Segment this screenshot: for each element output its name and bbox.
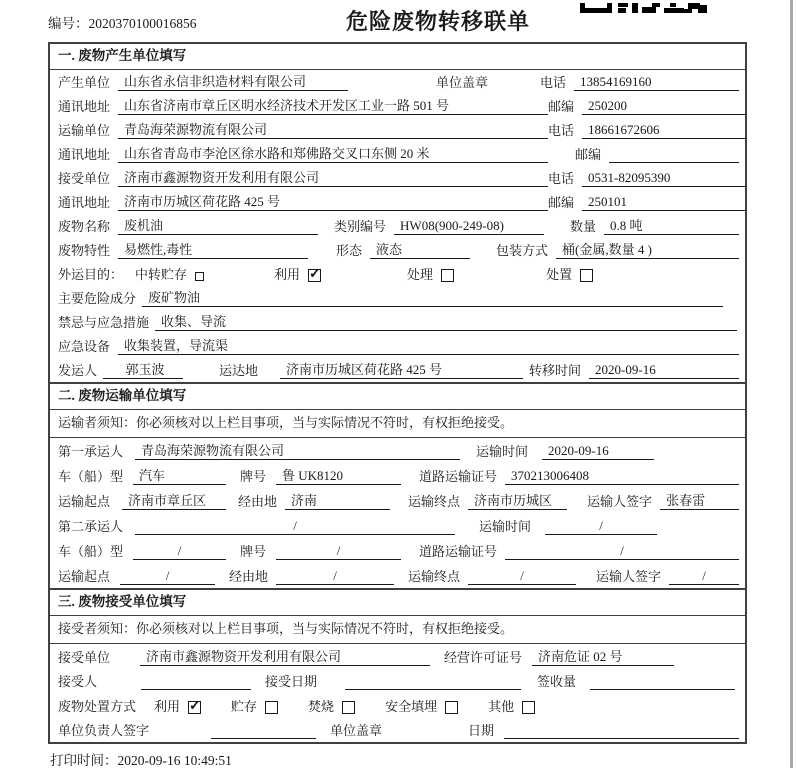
origin-label: 运输起点 <box>58 569 111 584</box>
checkbox-utilize <box>308 269 321 282</box>
property-value: 易燃性,毒性 <box>118 239 308 259</box>
transfer-time-value: 2020-09-16 <box>589 362 739 379</box>
phone-label: 电话 <box>539 75 566 90</box>
transport-time1-value: 2020-09-16 <box>542 443 654 460</box>
date-label: 日期 <box>468 723 495 738</box>
vehicle-label: 车（船）型 <box>58 544 124 559</box>
transporter-address-value: 山东省青岛市李沧区徐水路和郑佛路交叉口东侧 20 米 <box>118 143 548 163</box>
row-vehicle2 <box>50 538 745 563</box>
checkbox-landfill <box>445 701 458 714</box>
page-title: 危险废物转移联单 <box>345 9 530 34</box>
plate-label: 牌号 <box>240 544 267 559</box>
disposal-label: 废物处置方式 <box>58 698 137 714</box>
waste-name-value: 废机油 <box>118 215 318 235</box>
terminal1-value: 济南市历城区 <box>468 490 567 510</box>
producer-phone-value: 13854169160 <box>574 74 739 91</box>
origin2-value: / <box>120 568 215 585</box>
checkbox-transfer-storage <box>195 272 204 281</box>
road-cert-label: 道路运输证号 <box>419 469 498 484</box>
waste-name-label: 废物名称 <box>58 219 111 234</box>
row-route1 <box>50 488 745 513</box>
purpose-option-label: 处理 <box>407 267 434 282</box>
address-label: 通讯地址 <box>58 195 111 210</box>
shipper-value: 郭玉波 <box>103 359 183 379</box>
packing-label: 包装方式 <box>496 243 549 258</box>
receive-person-value <box>141 674 251 690</box>
page-edge-strip <box>790 0 793 768</box>
qr-code-icon <box>580 0 707 10</box>
disposal-option-label: 安全填埋 <box>385 698 438 714</box>
phone-label: 电话 <box>548 123 575 138</box>
receive-date-value <box>345 674 521 690</box>
section-producer <box>50 44 745 382</box>
carrier1-value: 青岛海荣源物流有限公司 <box>135 440 460 460</box>
row-equipment <box>50 334 745 358</box>
producer-address-value: 山东省济南市章丘区明水经济技术开发区工业一路 501 号 <box>118 95 548 115</box>
shipper-label: 发运人 <box>58 363 98 378</box>
equipment-value: 收集装置，导流渠 <box>118 335 739 355</box>
transport-time-label: 运输时间 <box>479 519 532 534</box>
purpose-option-label: 中转贮存 <box>135 267 188 282</box>
receive-person-label: 接受人 <box>58 674 98 689</box>
print-time <box>50 749 232 768</box>
print-time-value: 2020-09-16 10:49:51 <box>117 753 232 768</box>
form-value: 液态 <box>370 239 470 259</box>
equipment-label: 应急设备 <box>58 339 111 354</box>
road-cert2-value: / <box>505 543 739 560</box>
row-route2 <box>50 563 745 588</box>
destination-value: 济南市历城区荷花路 425 号 <box>280 359 523 379</box>
form-label: 形态 <box>336 243 363 258</box>
sign2-value: / <box>669 568 739 585</box>
signed-amount-value <box>590 674 735 690</box>
origin-label: 运输起点 <box>58 494 111 509</box>
receiver-zip-value: 250101 <box>582 194 747 211</box>
row-receiver-address <box>50 190 745 214</box>
checkbox-storage <box>265 701 278 714</box>
zip-label: 邮编 <box>574 147 601 162</box>
receive-date-label: 接受日期 <box>265 674 318 689</box>
taboo-value: 收集、导流 <box>155 311 737 331</box>
purpose-option-label: 利用 <box>274 267 301 282</box>
category-label: 类别编号 <box>334 219 387 234</box>
section2-header: 二. 废物运输单位填写 <box>50 384 745 410</box>
date-value <box>504 723 739 739</box>
receiver-notice: 接受者须知：你必须核对以上栏目事项，当与实际情况不符时，有权拒绝接受。 <box>50 616 745 644</box>
disposal-option-label: 贮存 <box>231 698 258 714</box>
road-cert-label: 道路运输证号 <box>419 544 498 559</box>
purpose-option-label: 处置 <box>546 267 573 282</box>
hazard-value: 废矿物油 <box>142 287 723 307</box>
transporter-value: 青岛海荣源物流有限公司 <box>118 119 548 139</box>
serial-label: 编号： <box>48 16 89 31</box>
checkbox-incinerate <box>342 701 355 714</box>
terminal-label: 运输终点 <box>408 494 461 509</box>
section-receiver <box>50 588 745 742</box>
row-waste-name <box>50 214 745 238</box>
vehicle2-value: / <box>133 543 226 560</box>
row-receiver <box>50 166 745 190</box>
responsible-sign-label: 单位负责人签字 <box>58 723 150 738</box>
row-disposal <box>50 693 745 718</box>
quantity-value: 0.8 吨 <box>604 215 739 235</box>
row-final-sign <box>50 718 745 743</box>
row-carrier2 <box>50 513 745 538</box>
origin1-value: 济南市章丘区 <box>122 490 226 510</box>
unit-seal-label: 单位盖章 <box>330 723 383 738</box>
via2-value: / <box>276 568 394 585</box>
row-carrier1 <box>50 438 745 463</box>
disposal-option-label: 利用 <box>154 698 181 714</box>
producer-label: 产生单位 <box>58 75 111 90</box>
road-cert1-value: 370213006408 <box>505 468 739 485</box>
license-label: 经营许可证号 <box>444 649 523 665</box>
unit-seal-label: 单位盖章 <box>436 75 489 90</box>
license-value: 济南危证 02 号 <box>532 646 674 666</box>
receiver-value: 济南市鑫源物资开发利用有限公司 <box>118 167 548 187</box>
section3-header: 三. 废物接受单位填写 <box>50 590 745 616</box>
quantity-label: 数量 <box>570 219 597 234</box>
via-label: 经由地 <box>238 494 278 509</box>
receiver-address-value: 济南市历城区荷花路 425 号 <box>118 191 548 211</box>
address-label: 通讯地址 <box>58 99 111 114</box>
row-receive-person <box>50 669 745 694</box>
row-taboo <box>50 310 745 334</box>
transport-time-label: 运输时间 <box>476 444 529 459</box>
destination-label: 运达地 <box>219 363 259 378</box>
transporter-sign-label: 运输人签字 <box>587 494 653 509</box>
receiver-phone-value: 0531-82095390 <box>582 170 747 187</box>
row-producer <box>50 70 745 94</box>
transporter-zip-value <box>609 147 739 163</box>
manifest-form <box>48 42 747 744</box>
terminal2-value: / <box>468 568 576 585</box>
plate2-value: / <box>276 543 401 560</box>
plate1-value: 鲁 UK8120 <box>276 465 401 485</box>
terminal-label: 运输终点 <box>408 569 461 584</box>
packing-value: 桶(金属,数量 4 ) <box>556 239 739 259</box>
checkbox-dispose <box>580 269 593 282</box>
disposal-option-label: 其他 <box>488 698 515 714</box>
checkbox-other <box>522 701 535 714</box>
checkbox-treat <box>441 269 454 282</box>
section-transport <box>50 382 745 588</box>
row-hazard <box>50 286 745 310</box>
row-waste-property <box>50 238 745 262</box>
transporter-sign-label: 运输人签字 <box>596 569 662 584</box>
row-shipper <box>50 358 745 382</box>
row-vehicle1 <box>50 463 745 488</box>
producer-zip-value: 250200 <box>582 98 747 115</box>
receive-unit-value: 济南市鑫源物资开发利用有限公司 <box>140 646 430 666</box>
transfer-time-label: 转移时间 <box>529 363 582 378</box>
purpose-label: 外运目的： <box>58 267 124 282</box>
row-receive-unit <box>50 644 745 669</box>
address-label: 通讯地址 <box>58 147 111 162</box>
disposal-option-label: 焚烧 <box>308 698 335 714</box>
via-label: 经由地 <box>229 569 269 584</box>
plate-label: 牌号 <box>240 469 267 484</box>
via1-value: 济南 <box>285 490 390 510</box>
phone-label: 电话 <box>548 171 575 186</box>
responsible-sign-value <box>211 723 316 739</box>
signed-amount-label: 签收量 <box>537 674 577 689</box>
transporter-phone-value: 18661672606 <box>582 122 747 139</box>
vehicle-label: 车（船）型 <box>58 469 124 484</box>
transporter-label: 运输单位 <box>58 123 111 138</box>
transporter-notice: 运输者须知：你必须核对以上栏目事项，当与实际情况不符时，有权拒绝接受。 <box>50 410 745 438</box>
row-producer-address <box>50 94 745 118</box>
hazard-label: 主要危险成分 <box>58 291 137 306</box>
taboo-label: 禁忌与应急措施 <box>58 315 150 330</box>
property-label: 废物特性 <box>58 243 111 258</box>
print-time-label: 打印时间： <box>50 753 118 768</box>
receiver-label: 接受单位 <box>58 171 111 186</box>
carrier1-label: 第一承运人 <box>58 444 124 459</box>
row-purpose <box>50 262 745 286</box>
zip-label: 邮编 <box>548 99 575 114</box>
carrier2-value: / <box>135 518 455 535</box>
producer-value: 山东省永信非织造材料有限公司 <box>118 71 348 91</box>
section1-header: 一. 废物产生单位填写 <box>50 44 745 70</box>
carrier2-label: 第二承运人 <box>58 519 124 534</box>
transport-time2-value: / <box>545 518 657 535</box>
row-transporter <box>50 118 745 142</box>
category-value: HW08(900-249-08) <box>394 218 544 235</box>
checkbox-utilize-2 <box>188 701 201 714</box>
serial-value: 2020370100016856 <box>88 16 197 31</box>
receive-unit-label: 接受单位 <box>58 649 111 665</box>
sign1-value: 张春雷 <box>660 490 739 510</box>
row-transporter-address <box>50 142 745 166</box>
zip-label: 邮编 <box>548 195 575 210</box>
vehicle1-value: 汽车 <box>133 465 226 485</box>
